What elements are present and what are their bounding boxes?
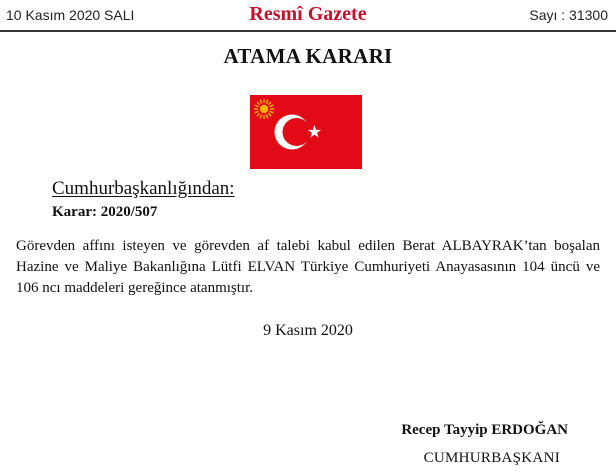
decision-number: 2020/507 xyxy=(100,204,158,220)
decision-label: Karar: xyxy=(52,204,101,220)
issue-date: 10 Kasım 2020 SALI xyxy=(6,7,135,23)
body-line: Görevden affını isteyen ve görevden af talebi kabul edilen Berat ALBAYRAK’tan boşalan xyxy=(16,238,600,254)
decision-number-line xyxy=(52,204,157,221)
issuing-authority: Cumhurbaşkanlığından: xyxy=(52,178,235,199)
decision-body xyxy=(16,236,600,299)
body-line: Hazine ve Maliye Bakanlığına Lütfi ELVAN Türkiye Cumhuriyeti Anayasasının 104 üncü ve xyxy=(16,259,600,275)
signer-name: Recep Tayyip ERDOĞAN xyxy=(401,422,568,438)
gazette-title: Resmî Gazete xyxy=(249,3,367,25)
header-divider xyxy=(0,30,616,32)
body-line: 106 ncı maddeleri gereğince atanmıştır. xyxy=(16,280,253,296)
issue-number: Sayı : 31300 xyxy=(529,7,608,23)
document-title: ATAMA KARARI xyxy=(223,44,393,68)
signer-title: CUMHURBAŞKANI xyxy=(423,450,560,466)
presidential-sun-emblem-icon xyxy=(254,99,274,119)
gazette-header xyxy=(0,0,616,32)
decision-date: 9 Kasım 2020 xyxy=(263,322,353,339)
turkish-flag-with-emblem-icon xyxy=(250,95,362,169)
